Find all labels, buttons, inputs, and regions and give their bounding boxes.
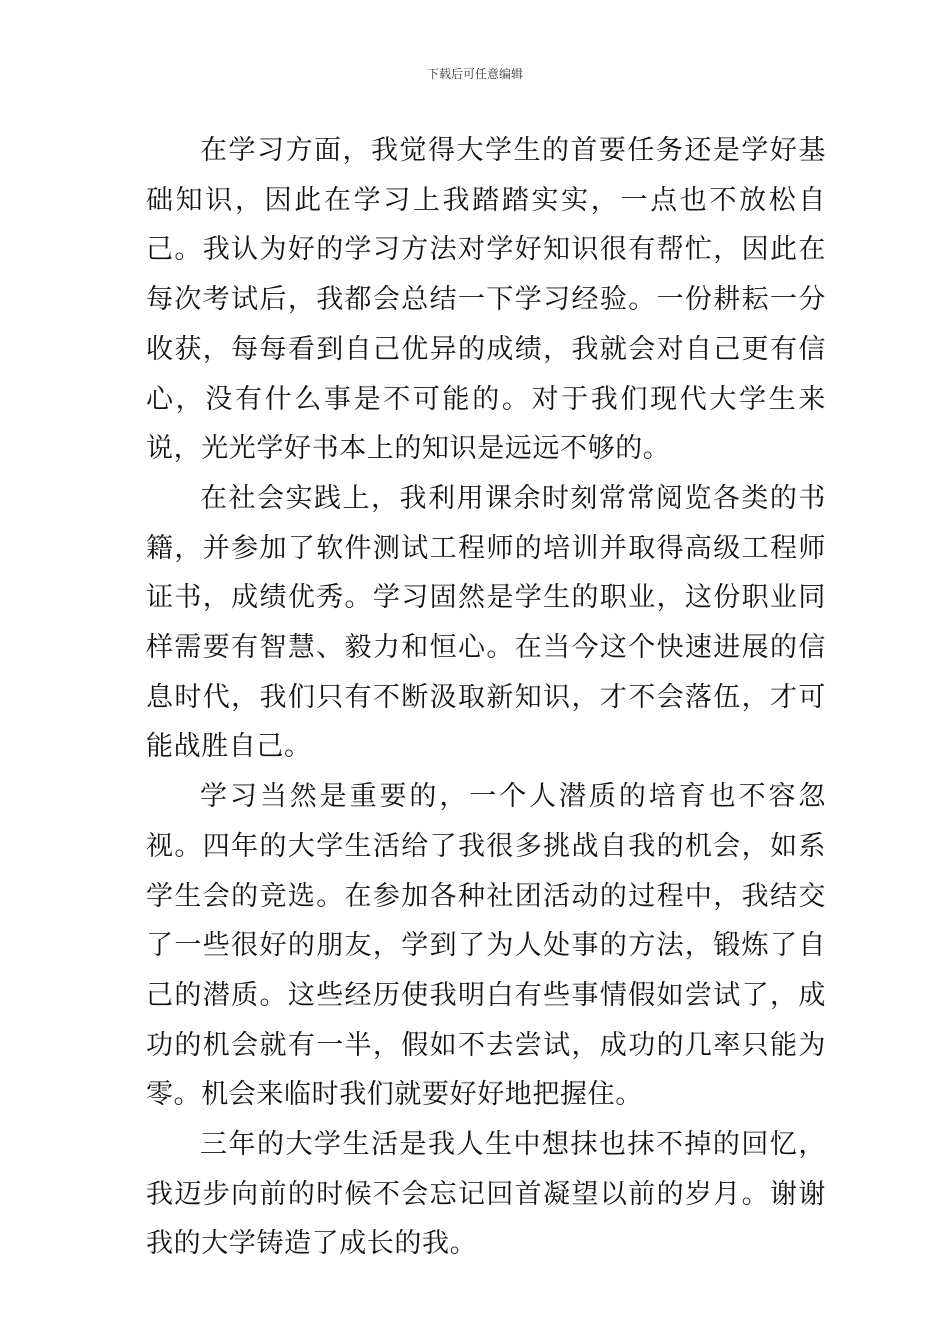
page-header: 下载后可任意编辑 xyxy=(426,67,523,81)
paragraph-personal-growth: 学习当然是重要的，一个人潜质的培育也不容忽视。四年的大学生活给了我很多挑战自我的机会，如系学生会的竞选。在参加各种社团活动的过程中，我结交了一些很好的朋友，学到了为人处事的方法，锻炼了自己的潜质。这些经历使我明白有些事情假如尝试了，成功的机会就有一半，假如不去尝试，成功的几率只能为零。机会来临时我们就要好好地把握住。 xyxy=(146,781,826,1111)
paragraph-social-practice: 在社会实践上，我利用课余时刻常常阅览各类的书籍，并参加了软件测试工程师的培训并取得高级工程师证书，成绩优秀。学习固然是学生的职业，这份职业同样需要有智慧、毅力和恒心。在当今这个快速进展的信息时代，我们只有不断汲取新知识，才不会落伍，才可能战胜自己。 xyxy=(146,482,826,763)
paragraph-conclusion: 三年的大学生活是我人生中想抹也抹不掉的回忆，我迈步向前的时候不会忘记回首凝望以前的岁月。谢谢我的大学铸造了成长的我。 xyxy=(146,1129,826,1260)
document-body xyxy=(146,126,826,1269)
paragraph-study: 在学习方面，我觉得大学生的首要任务还是学好基础知识，因此在学习上我踏踏实实，一点也不放松自己。我认为好的学习方法对学好知识很有帮忙，因此在每次考试后，我都会总结一下学习经验。一份耕耘一分收获，每每看到自己优异的成绩，我就会对自己更有信心，没有什么事是不可能的。对于我们现代大学生来说，光光学好书本上的知识是远远不够的。 xyxy=(146,135,826,465)
